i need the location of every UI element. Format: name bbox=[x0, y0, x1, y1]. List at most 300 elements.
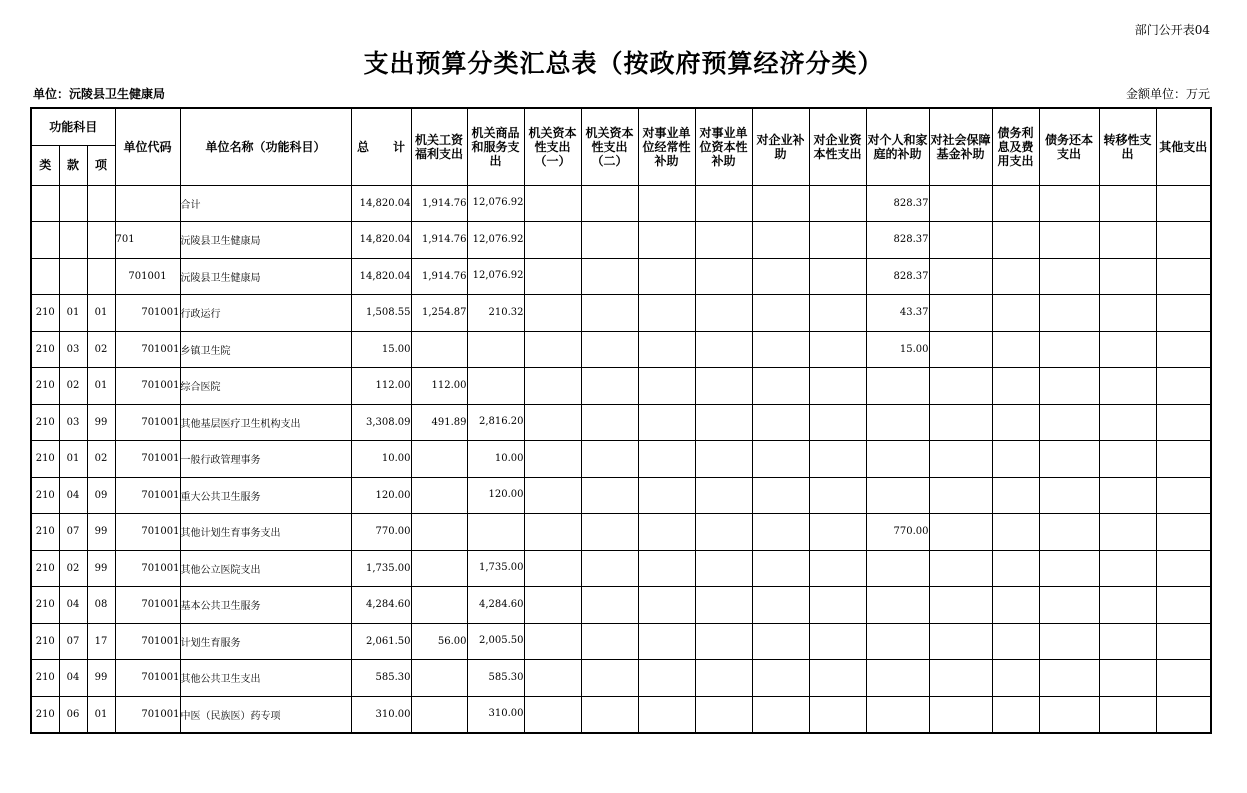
cell-col-2: 2,005.50 bbox=[467, 623, 524, 660]
cell-lei: 210 bbox=[31, 441, 59, 478]
header-col-3: 机关资本性支出（一） bbox=[524, 108, 581, 185]
cell-col-6 bbox=[695, 550, 752, 587]
cell-unit-name: 沅陵县卫生健康局 bbox=[180, 222, 351, 259]
cell-col-10 bbox=[929, 404, 992, 441]
cell-col-5 bbox=[638, 368, 695, 405]
cell-col-14 bbox=[1156, 404, 1211, 441]
cell-unit-name: 综合医院 bbox=[180, 368, 351, 405]
cell-col-12 bbox=[1039, 404, 1099, 441]
table-row bbox=[31, 696, 1211, 733]
cell-col-3 bbox=[524, 696, 581, 733]
cell-col-6 bbox=[695, 514, 752, 551]
cell-col-9 bbox=[866, 696, 929, 733]
cell-col-7 bbox=[752, 404, 809, 441]
cell-col-13 bbox=[1099, 514, 1156, 551]
header-col-7: 对企业补助 bbox=[752, 108, 809, 185]
cell-col-13 bbox=[1099, 368, 1156, 405]
header-col-5: 对事业单位经常性补助 bbox=[638, 108, 695, 185]
cell-unit-name: 其他基层医疗卫生机构支出 bbox=[180, 404, 351, 441]
cell-col-7 bbox=[752, 258, 809, 295]
cell-col-4 bbox=[581, 514, 638, 551]
cell-col-4 bbox=[581, 477, 638, 514]
cell-unit-code: 701001 bbox=[115, 441, 180, 478]
cell-unit-code: 701 bbox=[115, 222, 180, 259]
cell-col-4 bbox=[581, 185, 638, 222]
cell-col-7 bbox=[752, 550, 809, 587]
cell-kuan bbox=[59, 222, 87, 259]
cell-col-13 bbox=[1099, 222, 1156, 259]
cell-col-12 bbox=[1039, 623, 1099, 660]
cell-col-9: 828.37 bbox=[866, 185, 929, 222]
cell-col-4 bbox=[581, 660, 638, 697]
header-col-2: 机关商品和服务支出 bbox=[467, 108, 524, 185]
cell-unit-name: 重大公共卫生服务 bbox=[180, 477, 351, 514]
cell-col-5 bbox=[638, 441, 695, 478]
cell-col-2: 12,076.92 bbox=[467, 258, 524, 295]
cell-col-10 bbox=[929, 441, 992, 478]
cell-col-14 bbox=[1156, 587, 1211, 624]
cell-xiang: 02 bbox=[87, 331, 115, 368]
cell-col-5 bbox=[638, 660, 695, 697]
cell-col-11 bbox=[992, 404, 1039, 441]
cell-col-12 bbox=[1039, 550, 1099, 587]
cell-col-7 bbox=[752, 660, 809, 697]
cell-col-2: 210.32 bbox=[467, 295, 524, 332]
cell-lei: 210 bbox=[31, 404, 59, 441]
cell-lei bbox=[31, 258, 59, 295]
cell-kuan: 01 bbox=[59, 295, 87, 332]
cell-col-5 bbox=[638, 587, 695, 624]
header-col-14: 其他支出 bbox=[1156, 108, 1211, 185]
cell-unit-name: 其他公共卫生支出 bbox=[180, 660, 351, 697]
header-col-1: 机关工资福利支出 bbox=[411, 108, 467, 185]
cell-col-13 bbox=[1099, 404, 1156, 441]
cell-col-6 bbox=[695, 587, 752, 624]
form-number: 部门公开表04 bbox=[1134, 23, 1210, 37]
cell-total: 15.00 bbox=[351, 331, 411, 368]
cell-col-4 bbox=[581, 623, 638, 660]
cell-unit-code bbox=[115, 185, 180, 222]
cell-col-5 bbox=[638, 258, 695, 295]
cell-col-9 bbox=[866, 404, 929, 441]
cell-unit-name: 沅陵县卫生健康局 bbox=[180, 258, 351, 295]
cell-xiang: 01 bbox=[87, 368, 115, 405]
cell-total: 310.00 bbox=[351, 696, 411, 733]
cell-col-12 bbox=[1039, 587, 1099, 624]
cell-col-7 bbox=[752, 331, 809, 368]
cell-col-13 bbox=[1099, 331, 1156, 368]
page-title: 支出预算分类汇总表（按政府预算经济分类） bbox=[363, 49, 884, 78]
cell-col-3 bbox=[524, 550, 581, 587]
cell-col-2: 10.00 bbox=[467, 441, 524, 478]
cell-col-1 bbox=[411, 331, 467, 368]
cell-col-11 bbox=[992, 295, 1039, 332]
cell-col-8 bbox=[809, 623, 866, 660]
cell-col-7 bbox=[752, 587, 809, 624]
cell-col-5 bbox=[638, 295, 695, 332]
header-col-11: 债务利息及费用支出 bbox=[992, 108, 1039, 185]
cell-col-2 bbox=[467, 514, 524, 551]
cell-unit-code: 701001 bbox=[115, 587, 180, 624]
cell-lei: 210 bbox=[31, 623, 59, 660]
header-xiang: 项 bbox=[87, 145, 115, 185]
cell-col-8 bbox=[809, 258, 866, 295]
cell-lei: 210 bbox=[31, 550, 59, 587]
cell-unit-name: 计划生育服务 bbox=[180, 623, 351, 660]
unit-label: 单位：沅陵县卫生健康局 bbox=[33, 87, 166, 101]
cell-col-5 bbox=[638, 477, 695, 514]
cell-col-14 bbox=[1156, 550, 1211, 587]
cell-kuan: 02 bbox=[59, 368, 87, 405]
cell-col-10 bbox=[929, 185, 992, 222]
cell-col-12 bbox=[1039, 477, 1099, 514]
cell-col-1: 1,254.87 bbox=[411, 295, 467, 332]
cell-col-11 bbox=[992, 514, 1039, 551]
cell-col-6 bbox=[695, 222, 752, 259]
cell-col-13 bbox=[1099, 258, 1156, 295]
cell-col-10 bbox=[929, 696, 992, 733]
header-unit-name: 单位名称（功能科目） bbox=[180, 108, 351, 185]
cell-unit-name: 基本公共卫生服务 bbox=[180, 587, 351, 624]
header-lei: 类 bbox=[31, 145, 59, 185]
table-row bbox=[31, 587, 1211, 624]
cell-col-2: 120.00 bbox=[467, 477, 524, 514]
cell-col-9 bbox=[866, 587, 929, 624]
cell-col-2: 2,816.20 bbox=[467, 404, 524, 441]
cell-total: 4,284.60 bbox=[351, 587, 411, 624]
cell-total: 770.00 bbox=[351, 514, 411, 551]
cell-kuan: 07 bbox=[59, 623, 87, 660]
cell-lei: 210 bbox=[31, 696, 59, 733]
cell-col-7 bbox=[752, 696, 809, 733]
cell-col-7 bbox=[752, 477, 809, 514]
cell-col-7 bbox=[752, 623, 809, 660]
cell-total: 3,308.09 bbox=[351, 404, 411, 441]
cell-col-13 bbox=[1099, 660, 1156, 697]
cell-col-12 bbox=[1039, 185, 1099, 222]
cell-col-14 bbox=[1156, 368, 1211, 405]
cell-col-8 bbox=[809, 185, 866, 222]
cell-kuan bbox=[59, 258, 87, 295]
cell-col-5 bbox=[638, 222, 695, 259]
cell-col-9: 828.37 bbox=[866, 222, 929, 259]
cell-col-6 bbox=[695, 477, 752, 514]
cell-col-1: 1,914.76 bbox=[411, 185, 467, 222]
cell-col-10 bbox=[929, 368, 992, 405]
cell-col-12 bbox=[1039, 660, 1099, 697]
cell-col-10 bbox=[929, 550, 992, 587]
cell-col-9 bbox=[866, 441, 929, 478]
cell-col-14 bbox=[1156, 477, 1211, 514]
table-row bbox=[31, 550, 1211, 587]
header-unit-code: 单位代码 bbox=[115, 108, 180, 185]
cell-col-10 bbox=[929, 477, 992, 514]
cell-col-3 bbox=[524, 404, 581, 441]
cell-col-12 bbox=[1039, 258, 1099, 295]
cell-total: 112.00 bbox=[351, 368, 411, 405]
cell-col-1 bbox=[411, 696, 467, 733]
cell-col-13 bbox=[1099, 587, 1156, 624]
cell-col-7 bbox=[752, 222, 809, 259]
cell-col-6 bbox=[695, 331, 752, 368]
cell-unit-code: 701001 bbox=[115, 331, 180, 368]
table-row bbox=[31, 514, 1211, 551]
cell-kuan: 04 bbox=[59, 660, 87, 697]
cell-col-9: 828.37 bbox=[866, 258, 929, 295]
cell-col-9 bbox=[866, 477, 929, 514]
table-row bbox=[31, 185, 1211, 222]
header-col-12: 债务还本支出 bbox=[1039, 108, 1099, 185]
cell-xiang: 02 bbox=[87, 441, 115, 478]
cell-col-13 bbox=[1099, 295, 1156, 332]
cell-col-11 bbox=[992, 550, 1039, 587]
cell-col-8 bbox=[809, 404, 866, 441]
cell-col-14 bbox=[1156, 222, 1211, 259]
cell-col-11 bbox=[992, 222, 1039, 259]
cell-col-12 bbox=[1039, 295, 1099, 332]
table-row bbox=[31, 368, 1211, 405]
cell-col-6 bbox=[695, 441, 752, 478]
cell-total: 14,820.04 bbox=[351, 258, 411, 295]
cell-col-2: 585.30 bbox=[467, 660, 524, 697]
cell-col-4 bbox=[581, 295, 638, 332]
cell-col-6 bbox=[695, 660, 752, 697]
cell-col-13 bbox=[1099, 550, 1156, 587]
cell-unit-code: 701001 bbox=[115, 660, 180, 697]
header-total: 总 计 bbox=[351, 108, 411, 185]
cell-col-11 bbox=[992, 660, 1039, 697]
cell-col-5 bbox=[638, 623, 695, 660]
cell-col-14 bbox=[1156, 441, 1211, 478]
cell-col-5 bbox=[638, 696, 695, 733]
cell-col-13 bbox=[1099, 441, 1156, 478]
cell-unit-name: 行政运行 bbox=[180, 295, 351, 332]
table-row bbox=[31, 623, 1211, 660]
cell-col-1 bbox=[411, 514, 467, 551]
cell-col-9 bbox=[866, 623, 929, 660]
cell-col-5 bbox=[638, 185, 695, 222]
cell-col-5 bbox=[638, 331, 695, 368]
cell-col-5 bbox=[638, 550, 695, 587]
cell-col-11 bbox=[992, 477, 1039, 514]
cell-unit-code: 701001 bbox=[115, 404, 180, 441]
cell-col-14 bbox=[1156, 623, 1211, 660]
cell-xiang: 99 bbox=[87, 404, 115, 441]
budget-table bbox=[30, 107, 1212, 734]
cell-lei: 210 bbox=[31, 660, 59, 697]
header-col-13: 转移性支出 bbox=[1099, 108, 1156, 185]
cell-col-2 bbox=[467, 368, 524, 405]
header-func-subject: 功能科目 bbox=[31, 108, 115, 145]
cell-col-8 bbox=[809, 514, 866, 551]
cell-total: 2,061.50 bbox=[351, 623, 411, 660]
cell-col-4 bbox=[581, 368, 638, 405]
cell-col-11 bbox=[992, 368, 1039, 405]
cell-unit-name: 中医（民族医）药专项 bbox=[180, 696, 351, 733]
cell-total: 120.00 bbox=[351, 477, 411, 514]
cell-lei: 210 bbox=[31, 331, 59, 368]
cell-total: 10.00 bbox=[351, 441, 411, 478]
cell-xiang: 99 bbox=[87, 514, 115, 551]
cell-col-9: 43.37 bbox=[866, 295, 929, 332]
cell-col-3 bbox=[524, 441, 581, 478]
cell-col-10 bbox=[929, 331, 992, 368]
cell-unit-code: 701001 bbox=[115, 623, 180, 660]
cell-col-7 bbox=[752, 295, 809, 332]
cell-total: 14,820.04 bbox=[351, 185, 411, 222]
cell-col-1 bbox=[411, 587, 467, 624]
header-col-10: 对社会保障基金补助 bbox=[929, 108, 992, 185]
cell-col-14 bbox=[1156, 696, 1211, 733]
cell-kuan bbox=[59, 185, 87, 222]
cell-col-11 bbox=[992, 696, 1039, 733]
cell-col-1: 491.89 bbox=[411, 404, 467, 441]
cell-unit-code: 701001 bbox=[115, 550, 180, 587]
cell-unit-name: 乡镇卫生院 bbox=[180, 331, 351, 368]
cell-col-3 bbox=[524, 258, 581, 295]
cell-col-8 bbox=[809, 660, 866, 697]
cell-unit-name: 一般行政管理事务 bbox=[180, 441, 351, 478]
cell-col-6 bbox=[695, 696, 752, 733]
cell-col-8 bbox=[809, 587, 866, 624]
cell-col-3 bbox=[524, 477, 581, 514]
cell-col-9 bbox=[866, 550, 929, 587]
cell-col-11 bbox=[992, 441, 1039, 478]
cell-total: 1,508.55 bbox=[351, 295, 411, 332]
cell-col-3 bbox=[524, 623, 581, 660]
cell-col-8 bbox=[809, 295, 866, 332]
cell-col-10 bbox=[929, 222, 992, 259]
cell-col-13 bbox=[1099, 185, 1156, 222]
table-row bbox=[31, 441, 1211, 478]
cell-col-1: 56.00 bbox=[411, 623, 467, 660]
amount-unit-label: 金额单位：万元 bbox=[1125, 87, 1210, 101]
cell-col-12 bbox=[1039, 368, 1099, 405]
cell-col-10 bbox=[929, 623, 992, 660]
cell-unit-code: 701001 bbox=[115, 477, 180, 514]
cell-unit-code: 701001 bbox=[115, 696, 180, 733]
cell-col-3 bbox=[524, 368, 581, 405]
cell-col-1 bbox=[411, 441, 467, 478]
cell-col-12 bbox=[1039, 222, 1099, 259]
cell-col-8 bbox=[809, 696, 866, 733]
cell-kuan: 02 bbox=[59, 550, 87, 587]
cell-col-10 bbox=[929, 295, 992, 332]
cell-col-6 bbox=[695, 258, 752, 295]
header-col-9: 对个人和家庭的补助 bbox=[866, 108, 929, 185]
cell-unit-name: 其他计划生育事务支出 bbox=[180, 514, 351, 551]
cell-xiang: 99 bbox=[87, 660, 115, 697]
cell-col-3 bbox=[524, 587, 581, 624]
cell-col-9: 15.00 bbox=[866, 331, 929, 368]
cell-col-14 bbox=[1156, 331, 1211, 368]
cell-col-7 bbox=[752, 368, 809, 405]
cell-col-4 bbox=[581, 550, 638, 587]
cell-col-3 bbox=[524, 331, 581, 368]
cell-xiang: 08 bbox=[87, 587, 115, 624]
cell-col-1 bbox=[411, 550, 467, 587]
cell-col-2: 310.00 bbox=[467, 696, 524, 733]
cell-kuan: 01 bbox=[59, 441, 87, 478]
cell-col-4 bbox=[581, 696, 638, 733]
cell-col-4 bbox=[581, 404, 638, 441]
cell-col-11 bbox=[992, 331, 1039, 368]
cell-lei: 210 bbox=[31, 587, 59, 624]
cell-kuan: 03 bbox=[59, 404, 87, 441]
cell-col-10 bbox=[929, 660, 992, 697]
header-col-6: 对事业单位资本性补助 bbox=[695, 108, 752, 185]
cell-unit-code: 701001 bbox=[115, 514, 180, 551]
cell-unit-code: 701001 bbox=[115, 295, 180, 332]
cell-col-8 bbox=[809, 477, 866, 514]
cell-xiang bbox=[87, 258, 115, 295]
cell-col-6 bbox=[695, 368, 752, 405]
cell-col-8 bbox=[809, 222, 866, 259]
cell-col-2: 12,076.92 bbox=[467, 222, 524, 259]
cell-col-14 bbox=[1156, 514, 1211, 551]
cell-unit-name: 合计 bbox=[180, 185, 351, 222]
cell-col-12 bbox=[1039, 441, 1099, 478]
cell-col-5 bbox=[638, 404, 695, 441]
cell-col-4 bbox=[581, 222, 638, 259]
cell-col-4 bbox=[581, 441, 638, 478]
cell-col-11 bbox=[992, 623, 1039, 660]
cell-col-3 bbox=[524, 222, 581, 259]
cell-lei bbox=[31, 222, 59, 259]
table-row bbox=[31, 660, 1211, 697]
cell-col-8 bbox=[809, 441, 866, 478]
cell-unit-code: 701001 bbox=[115, 258, 180, 295]
cell-xiang: 01 bbox=[87, 295, 115, 332]
cell-col-12 bbox=[1039, 331, 1099, 368]
cell-col-11 bbox=[992, 185, 1039, 222]
cell-col-6 bbox=[695, 404, 752, 441]
cell-col-2: 4,284.60 bbox=[467, 587, 524, 624]
cell-lei bbox=[31, 185, 59, 222]
cell-kuan: 04 bbox=[59, 477, 87, 514]
cell-xiang bbox=[87, 185, 115, 222]
cell-col-14 bbox=[1156, 185, 1211, 222]
cell-col-10 bbox=[929, 587, 992, 624]
cell-col-4 bbox=[581, 258, 638, 295]
cell-kuan: 06 bbox=[59, 696, 87, 733]
cell-col-3 bbox=[524, 295, 581, 332]
cell-col-2 bbox=[467, 331, 524, 368]
cell-unit-name: 其他公立医院支出 bbox=[180, 550, 351, 587]
cell-lei: 210 bbox=[31, 514, 59, 551]
cell-xiang: 01 bbox=[87, 696, 115, 733]
cell-xiang: 17 bbox=[87, 623, 115, 660]
table-row bbox=[31, 331, 1211, 368]
cell-col-1 bbox=[411, 477, 467, 514]
cell-kuan: 07 bbox=[59, 514, 87, 551]
cell-col-13 bbox=[1099, 623, 1156, 660]
cell-col-2: 1,735.00 bbox=[467, 550, 524, 587]
cell-col-6 bbox=[695, 295, 752, 332]
table-row bbox=[31, 222, 1211, 259]
cell-col-7 bbox=[752, 441, 809, 478]
cell-col-9 bbox=[866, 660, 929, 697]
cell-col-9: 770.00 bbox=[866, 514, 929, 551]
cell-col-8 bbox=[809, 368, 866, 405]
cell-xiang bbox=[87, 222, 115, 259]
cell-col-9 bbox=[866, 368, 929, 405]
cell-col-1: 112.00 bbox=[411, 368, 467, 405]
cell-col-6 bbox=[695, 185, 752, 222]
cell-col-14 bbox=[1156, 295, 1211, 332]
cell-lei: 210 bbox=[31, 477, 59, 514]
cell-kuan: 04 bbox=[59, 587, 87, 624]
